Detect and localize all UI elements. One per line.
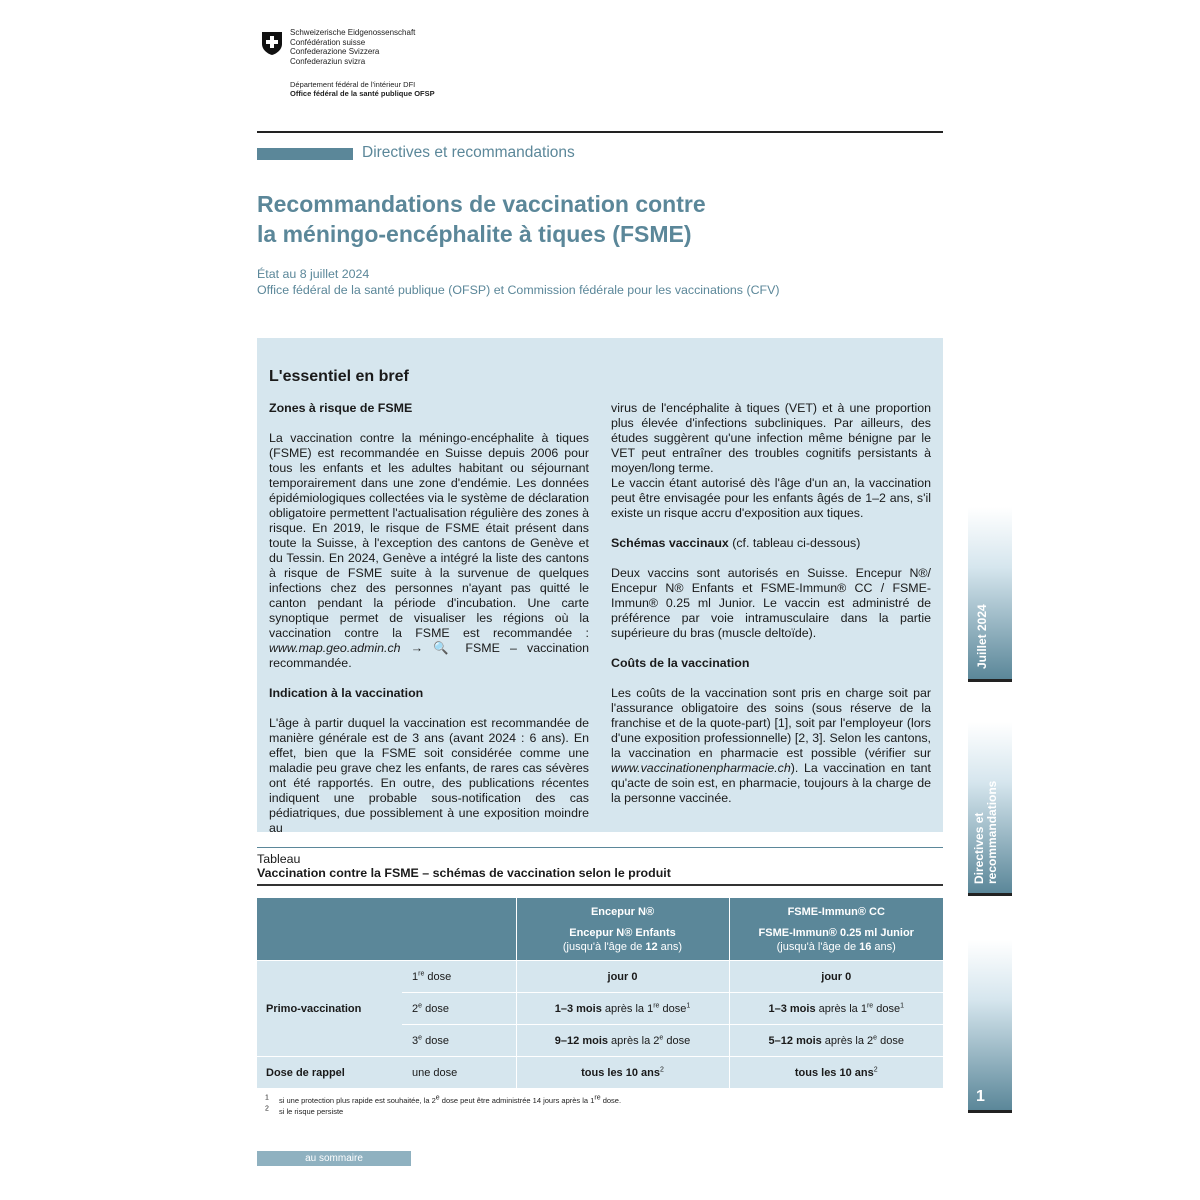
text: ans) <box>871 940 896 953</box>
cell <box>516 993 729 1025</box>
department-name: Département fédéral de l'intérieur DFI <box>290 80 416 89</box>
text: après la 1 <box>601 1002 654 1015</box>
footnote-number: 1 <box>265 1094 269 1102</box>
summary-column-left <box>269 401 589 851</box>
header-empty <box>257 898 516 961</box>
table-row <box>257 1057 943 1089</box>
page-title <box>257 189 706 249</box>
table-top-rule <box>257 847 943 848</box>
paragraph-virus: virus de l'encéphalite à tiques (VET) et à une proportion plus élevée d'infections subcliniques. Par ailleurs, des études suggèrent qu'une infection même bénigne par le VET peut entraîner des troubles cognitifs persistants à moyen/long terme. <box>611 401 931 475</box>
footnote-number: 2 <box>265 1105 269 1113</box>
text: tous les 10 ans <box>794 1066 874 1079</box>
sup: re <box>866 1001 874 1009</box>
heading-indication: Indication à la vaccination <box>269 686 424 700</box>
text: 1–3 mois <box>554 1002 602 1015</box>
table-caption-rule <box>257 884 943 886</box>
paragraph-zones <box>269 431 589 671</box>
age-limit <box>517 940 729 954</box>
sup: e <box>418 1033 423 1041</box>
text: dose <box>422 1002 449 1015</box>
conf-line: Schweizerische Eidgenossenschaft <box>290 28 416 37</box>
date-tab-label: Juillet 2024 <box>975 604 989 669</box>
text: 3 <box>412 1034 419 1047</box>
cell <box>516 961 729 993</box>
map-link[interactable]: www.map.geo.admin.ch <box>269 641 401 655</box>
sup: re <box>594 1094 601 1102</box>
sup: e <box>659 1033 664 1041</box>
text: jour 0 <box>821 970 852 983</box>
text: ). La vaccination en tant qu'acte de soin est, en pharmacie, toujours à la charge de la personne vaccinée. <box>611 761 931 805</box>
sup: e <box>418 1001 423 1009</box>
pharmacy-link[interactable]: www.vaccinationenpharmacie.ch <box>611 761 791 775</box>
text: (jusqu'à l'âge de <box>776 940 860 953</box>
footnote-ref: 2 <box>873 1065 878 1073</box>
table-caption-label: Tableau <box>257 852 301 866</box>
dose-label: une dose <box>402 1057 516 1089</box>
table-header-row <box>257 898 943 961</box>
sup: e <box>873 1033 878 1041</box>
swiss-cross-logo <box>260 30 284 56</box>
table-row <box>257 961 943 993</box>
text: 5–12 mois <box>768 1034 822 1047</box>
summary-column-right <box>611 401 931 821</box>
authors: Office fédéral de la santé publique (OFSP) et Commission fédérale pour les vaccinations (CFV) <box>257 282 780 297</box>
text: Les coûts de la vaccination sont pris en charge soit par l'assurance obligatoire des soins (sous réserve de la franchise et de la quote-part) [1], soit par l'employeur (lors d'une exposition professionnelle) [2, 3]. Selon les cantons, la vaccination en pharmacie est possible (vérifier sur <box>611 686 931 760</box>
cell <box>729 1025 943 1057</box>
dose-label <box>402 1025 516 1057</box>
text: 1–3 mois <box>768 1002 816 1015</box>
conf-line: Confederaziun svizra <box>290 56 366 66</box>
text: dose <box>877 1034 904 1047</box>
office-name: Office fédéral de la santé publique OFSP <box>290 89 435 98</box>
footnote-ref: 1 <box>900 1001 905 1009</box>
sommaire-button[interactable]: au sommaire <box>257 1151 411 1166</box>
dose-label <box>402 993 516 1025</box>
text: ans) <box>657 940 683 953</box>
age: 16 <box>859 940 872 953</box>
text: 9–12 mois <box>554 1034 608 1047</box>
paragraph-couts <box>611 686 931 806</box>
section-line: Directives et <box>972 812 986 884</box>
category-bar <box>257 148 353 160</box>
summary-title: L'essentiel en bref <box>269 368 409 385</box>
cell <box>729 1057 943 1089</box>
rappel-label: Dose de rappel <box>257 1057 402 1089</box>
document-meta <box>257 267 779 298</box>
text: tous les 10 ans <box>581 1066 660 1079</box>
section-tab-label <box>973 781 999 884</box>
text: si le risque persiste <box>279 1107 344 1116</box>
vaccination-schedule-table <box>257 898 943 1088</box>
product-name-junior: FSME-Immun® 0.25 ml Junior <box>758 926 914 939</box>
page-number: 1 <box>976 1088 985 1105</box>
footnote-ref: 2 <box>659 1065 664 1073</box>
text: (jusqu'à l'âge de <box>562 940 646 953</box>
age: 12 <box>645 940 658 953</box>
status-date: État au 8 juillet 2024 <box>257 267 370 281</box>
heading-note: (cf. tableau ci-dessous) <box>728 536 861 550</box>
header-encepur <box>516 898 729 961</box>
department-block <box>290 80 435 98</box>
text: jour 0 <box>607 970 638 983</box>
heading-zones: Zones à risque de FSME <box>269 401 413 415</box>
section-line: recommandations <box>985 780 999 884</box>
text: → 🔍 FSME – vaccination recommandée. <box>269 641 589 670</box>
cell <box>516 1057 729 1089</box>
text: après la 2 <box>821 1034 874 1047</box>
product-name-child: Encepur N® Enfants <box>569 926 676 939</box>
text: après la 2 <box>608 1034 660 1047</box>
text: dose <box>659 1002 687 1015</box>
category-label: Directives et recommandations <box>362 144 575 161</box>
header-fsme-immun <box>729 898 943 961</box>
title-line: la méningo-encéphalite à tiques (FSME) <box>257 221 692 247</box>
footnote-1 <box>265 1096 621 1105</box>
footnote-2 <box>265 1107 343 1116</box>
paragraph-age: Le vaccin étant autorisé dès l'âge d'un an, la vaccination peut être envisagée pour les enfants âgés de 1–2 ans, s'il existe un risque accru d'exposition aux tiques. <box>611 476 931 520</box>
cell <box>516 1025 729 1057</box>
text: dose <box>422 1034 449 1047</box>
date-tab <box>968 507 1012 679</box>
text: si une protection plus rapide est souhaitée, la 2 <box>279 1096 436 1105</box>
product-name: Encepur N® <box>590 905 655 918</box>
sup: re <box>418 969 425 977</box>
cell <box>729 961 943 993</box>
paragraph-schemas: Deux vaccins sont autorisés en Suisse. Encepur N®/ Encepur N® Enfants et FSME-Immun® CC / FSME-Immun® 0.25 ml Junior. Le vaccin est administré de préférence par voie intramusculaire dans la partie supérieure du bras (muscle deltoïde). <box>611 566 931 640</box>
primo-label: Primo-vaccination <box>257 961 402 1057</box>
tab-underline <box>968 679 1012 682</box>
confederation-names <box>290 28 415 66</box>
product-name: FSME-Immun® CC <box>787 905 885 918</box>
heading-schemas <box>611 536 931 551</box>
footnote-ref: 1 <box>686 1001 691 1009</box>
section-tab[interactable] <box>968 722 1012 893</box>
age-limit <box>730 940 944 954</box>
header-divider <box>257 131 943 133</box>
conf-line: Confederazione Svizzera <box>290 47 380 57</box>
paragraph-indication: L'âge à partir duquel la vaccination est recommandée de manière générale est de 3 ans (avant 2024 : 6 ans). En effet, bien que la FSME soit considérée comme une maladie peu grave chez les enfants, de rares cas sévères ont été rapportés. En outre, des publications récentes indiquent une probable sous-notification des cas pédiatriques, due possiblement à une exposition moindre au <box>269 716 589 835</box>
heading-text: Schémas vaccinaux <box>611 536 729 550</box>
text: La vaccination contre la méningo-encéphalite à tiques (FSME) est recommandée en Suisse depuis 2006 pour tous les enfants et les adultes habitant ou séjournant temporairement dans une zone d'endémie. Les données épidémiologiques collectées via le système de déclaration obligatoire permettent l'actualisation régulière des zones à risque. En 2019, le risque de FSME était présent dans toute la Suisse, à l'exception des cantons de Genève et du Tessin. En 2024, Genève a intégré la liste des cantons à risque de FSME suite à la survenue de quelques infections chez des personnes n'ayant pas quitté le canton pendant la période d'incubation. Une carte synoptique permet de visualiser les régions où la vaccination contre la FSME est recommandée : <box>269 431 589 640</box>
text: 2 <box>412 1002 419 1015</box>
text: 1 <box>412 970 419 983</box>
conf-line: Confédération suisse <box>290 37 366 47</box>
text: dose <box>424 970 452 983</box>
text: dose. <box>600 1096 622 1105</box>
tab-underline <box>968 893 1012 896</box>
text: dose <box>873 1002 901 1015</box>
title-line: Recommandations de vaccination contre <box>257 191 706 217</box>
tab-underline <box>968 1110 1012 1113</box>
text: après la 1 <box>815 1002 867 1015</box>
heading-couts: Coûts de la vaccination <box>611 656 750 670</box>
sup: e <box>435 1094 440 1102</box>
cell <box>729 993 943 1025</box>
page-tab <box>968 940 1012 1110</box>
dose-label <box>402 961 516 993</box>
text: dose <box>663 1034 691 1047</box>
table-caption-title: Vaccination contre la FSME – schémas de vaccination selon le produit <box>257 866 671 880</box>
text: dose peut être administrée 14 jours après la 1 <box>439 1096 595 1105</box>
sup: re <box>653 1001 660 1009</box>
